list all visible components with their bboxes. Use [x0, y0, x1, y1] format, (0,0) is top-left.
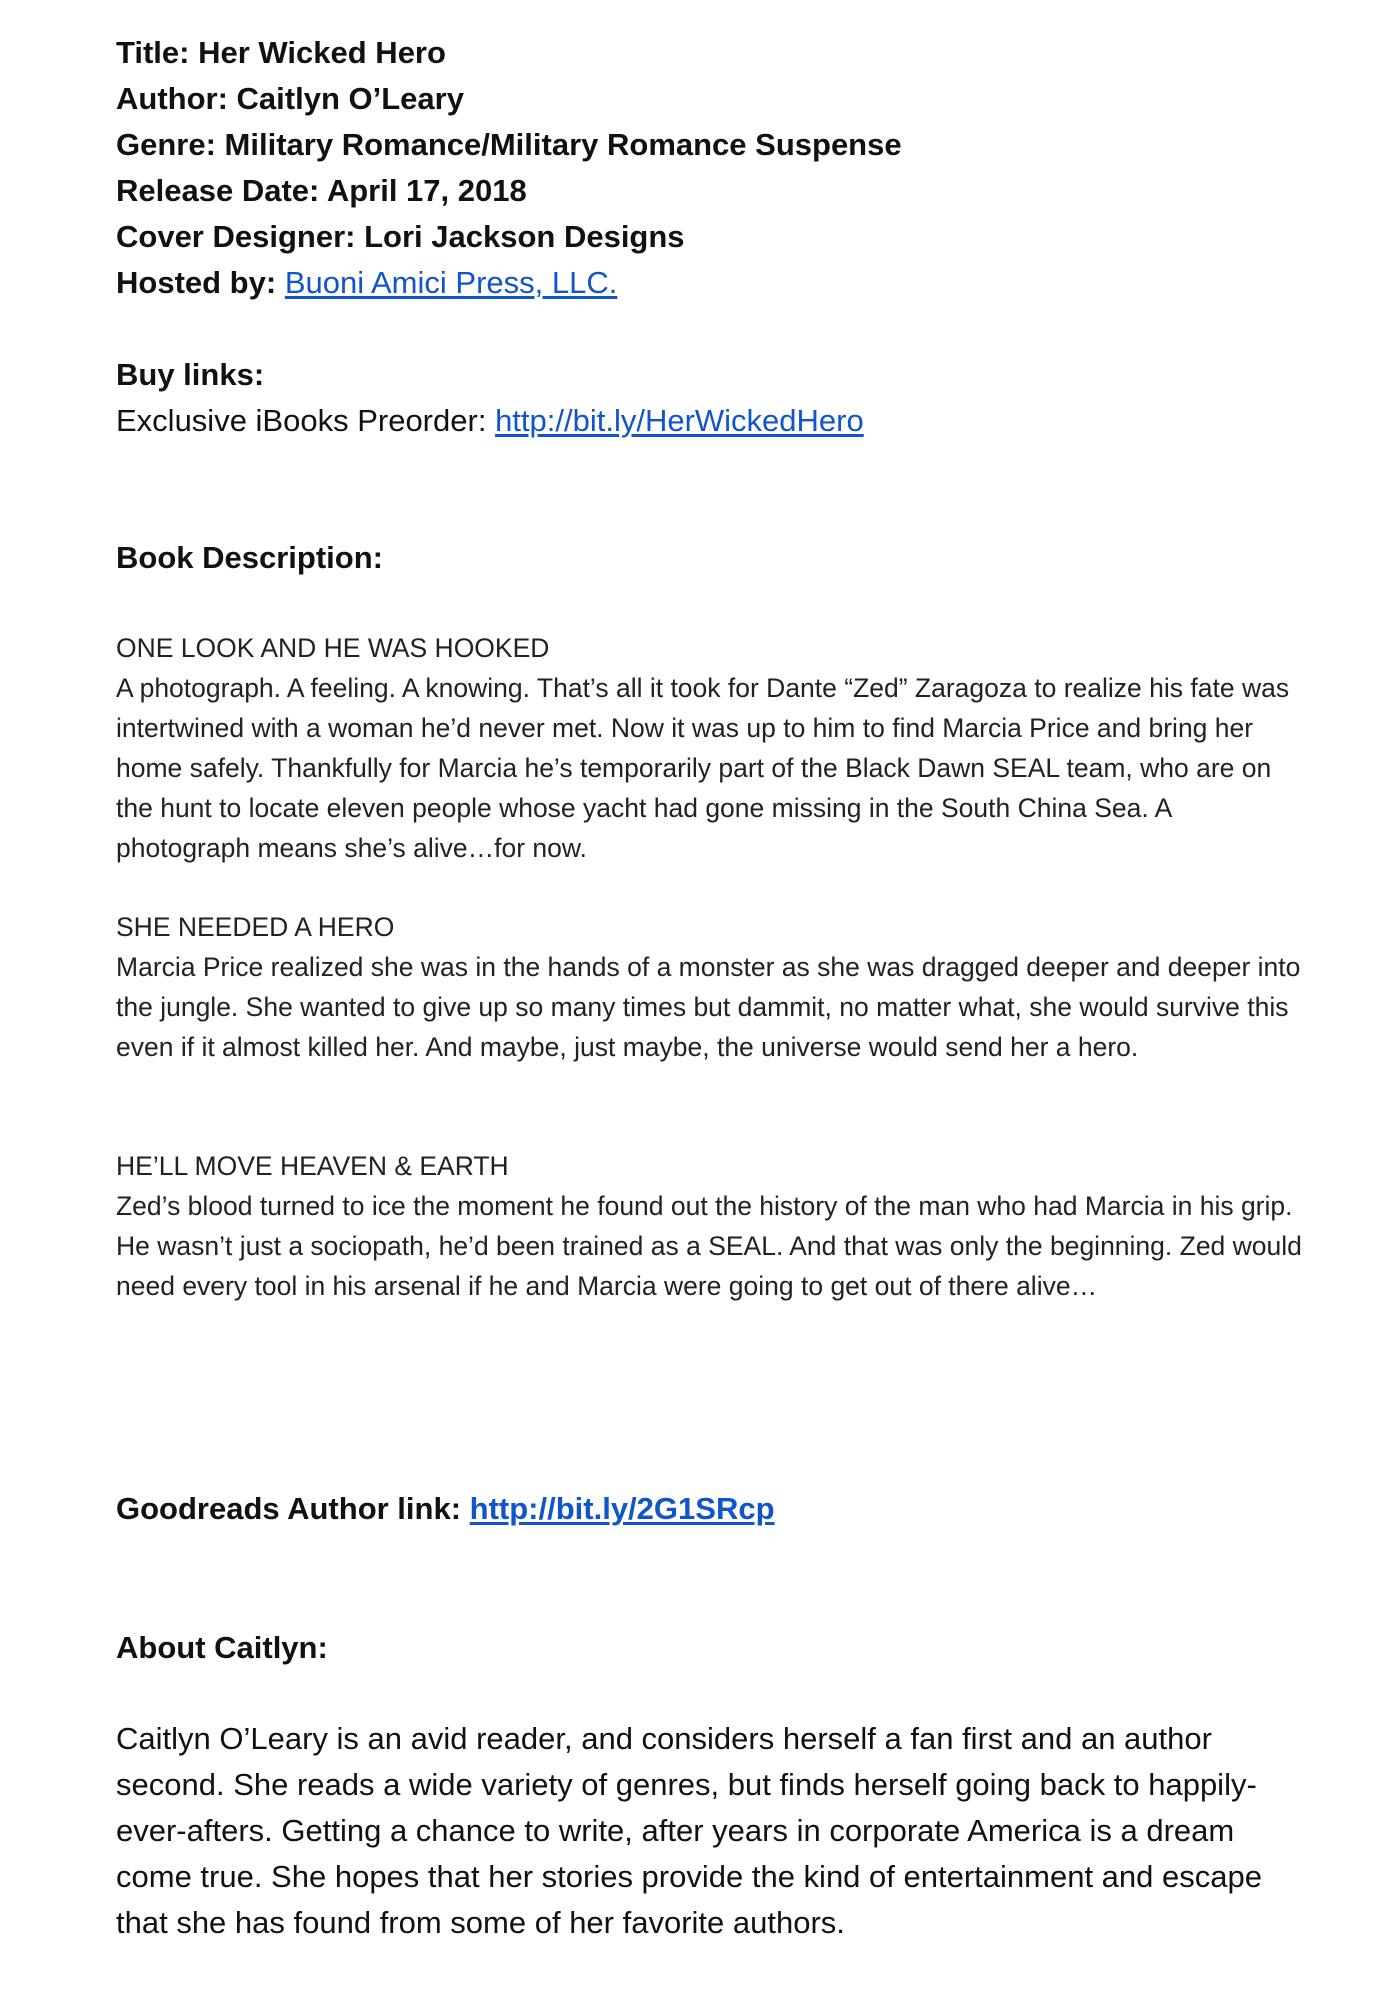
author-line — [116, 76, 464, 122]
hosted-by-link[interactable]: Buoni Amici Press, LLC. — [284, 265, 618, 300]
release-date-value: April 17, 2018 — [326, 173, 527, 208]
description-section-1-caps: ONE LOOK AND HE WAS HOOKED — [116, 633, 550, 663]
cover-designer-value: Lori Jackson Designs — [364, 219, 685, 254]
ibooks-preorder-line — [116, 398, 864, 444]
goodreads-label: Goodreads Author link: — [116, 1491, 462, 1526]
title-line — [116, 30, 446, 76]
genre-label: Genre: — [116, 127, 216, 162]
release-date-label: Release Date: — [116, 173, 320, 208]
goodreads-line — [116, 1486, 775, 1532]
ibooks-preorder-label: Exclusive iBooks Preorder: — [116, 403, 487, 438]
about-text: Caitlyn O’Leary is an avid reader, and considers herself a fan first and an author second. She reads a wide variety of genres, but finds herself going back to happily-ever-afters. Getting a chance to write, after years in corporate America is a dream come true. She hopes that her stories provide the kind of entertainment and escape that she has found from some of her favorite authors. — [116, 1721, 1262, 1940]
hosted-by-label: Hosted by: — [116, 265, 277, 300]
ibooks-preorder-link[interactable]: http://bit.ly/HerWickedHero — [495, 403, 864, 438]
goodreads-link[interactable]: http://bit.ly/2G1SRcp — [469, 1491, 775, 1526]
cover-designer-line — [116, 214, 685, 260]
buy-links-heading: Buy links: — [116, 357, 265, 392]
description-section-3-text: Zed’s blood turned to ice the moment he found out the history of the man who had Marcia in his grip. He wasn’t just a sociopath, he’d been trained as a SEAL. And that was only the beginning. Zed would need every tool in his arsenal if he and Marcia were going to get out of there alive… — [116, 1191, 1302, 1301]
about-heading: About Caitlyn: — [116, 1630, 328, 1665]
release-date-line — [116, 168, 527, 214]
genre-value: Military Romance/Military Romance Suspense — [224, 127, 902, 162]
description-section-3-caps: HE’LL MOVE HEAVEN & EARTH — [116, 1151, 509, 1181]
author-value: Caitlyn O’Leary — [236, 81, 464, 116]
description-section-2 — [116, 907, 1306, 1067]
description-section-2-caps: SHE NEEDED A HERO — [116, 912, 395, 942]
description-section-2-text: Marcia Price realized she was in the hands of a monster as she was dragged deeper and deeper into the jungle. She wanted to give up so many times but dammit, no matter what, she would survive this even if it almost killed her. And maybe, just maybe, the universe would send her a hero. — [116, 952, 1301, 1062]
title-label: Title: — [116, 35, 190, 70]
cover-designer-label: Cover Designer: — [116, 219, 356, 254]
description-section-1 — [116, 628, 1306, 868]
genre-line — [116, 122, 902, 168]
description-section-3 — [116, 1146, 1306, 1306]
title-value: Her Wicked Hero — [198, 35, 446, 70]
description-section-1-text: A photograph. A feeling. A knowing. That’s all it took for Dante “Zed” Zaragoza to realize his fate was intertwined with a woman he’d never met. Now it was up to him to find Marcia Price and bring her home safely. Thankfully for Marcia he’s temporarily part of the Black Dawn SEAL team, who are on the hunt to locate eleven people whose yacht had gone missing in the South China Sea. A photograph means she’s alive…for now. — [116, 673, 1290, 863]
book-description-heading: Book Description: — [116, 540, 383, 575]
hosted-by-line — [116, 260, 617, 306]
author-label: Author: — [116, 81, 228, 116]
